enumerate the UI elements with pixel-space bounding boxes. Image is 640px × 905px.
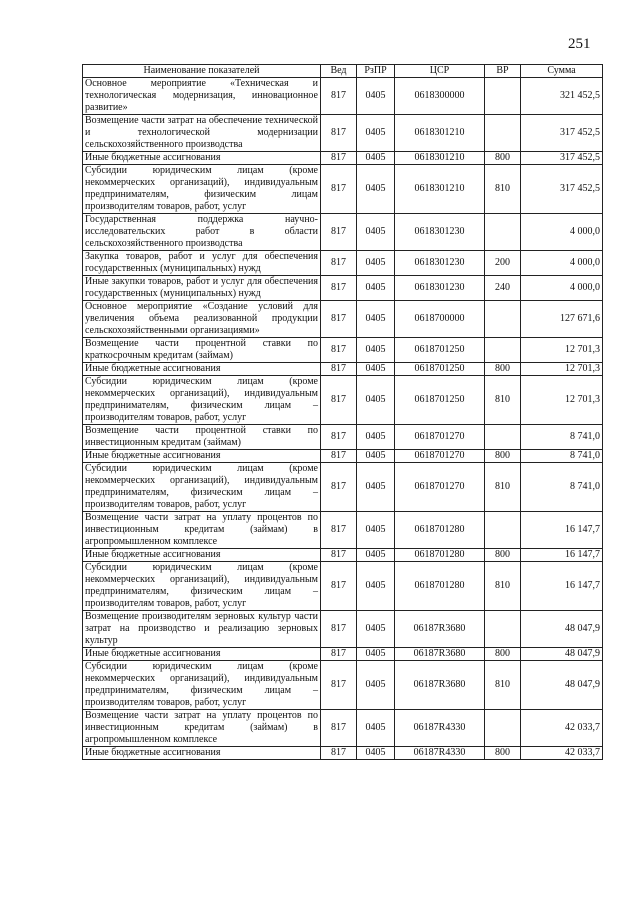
cell-csr: 0618301210 [395, 165, 485, 214]
cell-name: Иные бюджетные ассигнования [83, 152, 321, 165]
cell-vr: 810 [485, 562, 521, 611]
cell-vr [485, 710, 521, 747]
cell-vr [485, 115, 521, 152]
cell-rzpr: 0405 [357, 450, 395, 463]
cell-rzpr: 0405 [357, 338, 395, 363]
cell-name: Иные бюджетные ассигнования [83, 450, 321, 463]
cell-csr: 0618701280 [395, 512, 485, 549]
cell-csr: 0618701270 [395, 425, 485, 450]
table-row [83, 78, 603, 115]
cell-csr: 0618701250 [395, 338, 485, 363]
table-row [83, 214, 603, 251]
cell-ved: 817 [321, 115, 357, 152]
cell-vr [485, 338, 521, 363]
cell-name: Государственная поддержка научно-исследовательских работ в области сельскохозяйственного производства [83, 214, 321, 251]
cell-ved: 817 [321, 463, 357, 512]
cell-name: Иные бюджетные ассигнования [83, 549, 321, 562]
cell-name: Возмещение части процентной ставки по инвестиционным кредитам (займам) [83, 425, 321, 450]
cell-vr: 810 [485, 661, 521, 710]
table-row [83, 251, 603, 276]
cell-sum: 48 047,9 [521, 648, 603, 661]
cell-name: Возмещение части затрат на обеспечение технической и технологической модернизации сельскохозяйственного производства [83, 115, 321, 152]
cell-sum: 317 452,5 [521, 165, 603, 214]
cell-sum: 317 452,5 [521, 152, 603, 165]
cell-name: Иные бюджетные ассигнования [83, 648, 321, 661]
cell-csr: 06187R3680 [395, 661, 485, 710]
header-csr: ЦСР [395, 65, 485, 78]
cell-vr [485, 78, 521, 115]
cell-csr: 0618301230 [395, 251, 485, 276]
cell-sum: 4 000,0 [521, 251, 603, 276]
cell-ved: 817 [321, 549, 357, 562]
cell-ved: 817 [321, 648, 357, 661]
budget-table [82, 64, 603, 760]
table-row [83, 562, 603, 611]
table-row [83, 152, 603, 165]
cell-csr: 0618301210 [395, 115, 485, 152]
cell-sum: 321 452,5 [521, 78, 603, 115]
cell-vr: 810 [485, 376, 521, 425]
cell-csr: 0618701280 [395, 549, 485, 562]
cell-sum: 317 452,5 [521, 115, 603, 152]
cell-csr: 0618300000 [395, 78, 485, 115]
table-row [83, 747, 603, 760]
cell-rzpr: 0405 [357, 363, 395, 376]
cell-csr: 0618301210 [395, 152, 485, 165]
header-rzpr: РзПР [357, 65, 395, 78]
cell-sum: 48 047,9 [521, 611, 603, 648]
header-sum: Сумма [521, 65, 603, 78]
cell-csr: 0618301230 [395, 276, 485, 301]
cell-rzpr: 0405 [357, 165, 395, 214]
cell-name: Возмещение части затрат на уплату процентов по инвестиционным кредитам (займам) в агропромышленном комплексе [83, 512, 321, 549]
cell-rzpr: 0405 [357, 251, 395, 276]
cell-name: Основное мероприятие «Создание условий для увеличения объема реализованной продукции сельскохозяйственными организациями» [83, 301, 321, 338]
table-row [83, 165, 603, 214]
cell-name: Субсидии юридическим лицам (кроме некоммерческих организаций), индивидуальным предпринимателям, физическим лицам – производителям товаров, работ, услуг [83, 661, 321, 710]
cell-rzpr: 0405 [357, 648, 395, 661]
cell-ved: 817 [321, 214, 357, 251]
cell-sum: 16 147,7 [521, 512, 603, 549]
cell-rzpr: 0405 [357, 710, 395, 747]
table-row [83, 450, 603, 463]
cell-csr: 0618701280 [395, 562, 485, 611]
cell-ved: 817 [321, 276, 357, 301]
cell-csr: 0618701270 [395, 463, 485, 512]
cell-vr: 800 [485, 152, 521, 165]
table-row [83, 549, 603, 562]
cell-name: Иные бюджетные ассигнования [83, 363, 321, 376]
cell-vr [485, 611, 521, 648]
cell-name: Возмещение части процентной ставки по краткосрочным кредитам (займам) [83, 338, 321, 363]
cell-ved: 817 [321, 710, 357, 747]
cell-rzpr: 0405 [357, 214, 395, 251]
cell-name: Иные бюджетные ассигнования [83, 747, 321, 760]
cell-vr: 200 [485, 251, 521, 276]
cell-ved: 817 [321, 363, 357, 376]
header-vr: ВР [485, 65, 521, 78]
cell-vr [485, 214, 521, 251]
cell-vr: 810 [485, 463, 521, 512]
header-name: Наименование показателей [83, 65, 321, 78]
cell-csr: 06187R3680 [395, 611, 485, 648]
table-row [83, 276, 603, 301]
cell-vr [485, 512, 521, 549]
cell-rzpr: 0405 [357, 661, 395, 710]
cell-name: Возмещение части затрат на уплату процентов по инвестиционным кредитам (займам) в агропромышленном комплексе [83, 710, 321, 747]
cell-sum: 42 033,7 [521, 710, 603, 747]
cell-sum: 8 741,0 [521, 425, 603, 450]
table-row [83, 363, 603, 376]
cell-rzpr: 0405 [357, 115, 395, 152]
table-row [83, 611, 603, 648]
cell-name: Субсидии юридическим лицам (кроме некоммерческих организаций), индивидуальным предпринимателям, физическим лицам – производителям товаров, работ, услуг [83, 376, 321, 425]
page-number: 251 [568, 36, 591, 52]
cell-csr: 0618701250 [395, 363, 485, 376]
cell-csr: 06187R4330 [395, 710, 485, 747]
cell-ved: 817 [321, 152, 357, 165]
cell-vr: 800 [485, 549, 521, 562]
table-body [83, 78, 603, 760]
cell-rzpr: 0405 [357, 78, 395, 115]
table-row [83, 425, 603, 450]
cell-sum: 42 033,7 [521, 747, 603, 760]
cell-sum: 4 000,0 [521, 276, 603, 301]
table-row [83, 301, 603, 338]
cell-rzpr: 0405 [357, 425, 395, 450]
cell-vr [485, 301, 521, 338]
table-row [83, 512, 603, 549]
cell-sum: 4 000,0 [521, 214, 603, 251]
cell-ved: 817 [321, 450, 357, 463]
header-row [83, 65, 603, 78]
cell-sum: 127 671,6 [521, 301, 603, 338]
cell-ved: 817 [321, 376, 357, 425]
cell-csr: 0618701250 [395, 376, 485, 425]
cell-csr: 0618701270 [395, 450, 485, 463]
table-header [83, 65, 603, 78]
cell-rzpr: 0405 [357, 549, 395, 562]
cell-vr: 800 [485, 363, 521, 376]
cell-rzpr: 0405 [357, 376, 395, 425]
cell-csr: 06187R3680 [395, 648, 485, 661]
cell-rzpr: 0405 [357, 747, 395, 760]
cell-ved: 817 [321, 251, 357, 276]
cell-sum: 48 047,9 [521, 661, 603, 710]
cell-ved: 817 [321, 165, 357, 214]
cell-name: Возмещение производителям зерновых культур части затрат на производство и реализацию зерновых культур [83, 611, 321, 648]
cell-csr: 0618700000 [395, 301, 485, 338]
table-row [83, 710, 603, 747]
cell-ved: 817 [321, 611, 357, 648]
cell-rzpr: 0405 [357, 152, 395, 165]
cell-csr: 0618301230 [395, 214, 485, 251]
cell-vr: 810 [485, 165, 521, 214]
cell-vr: 800 [485, 747, 521, 760]
cell-name: Закупка товаров, работ и услуг для обеспечения государственных (муниципальных) нужд [83, 251, 321, 276]
cell-rzpr: 0405 [357, 301, 395, 338]
cell-ved: 817 [321, 512, 357, 549]
cell-sum: 16 147,7 [521, 549, 603, 562]
cell-ved: 817 [321, 338, 357, 363]
cell-sum: 12 701,3 [521, 376, 603, 425]
cell-sum: 16 147,7 [521, 562, 603, 611]
cell-rzpr: 0405 [357, 512, 395, 549]
cell-rzpr: 0405 [357, 276, 395, 301]
cell-rzpr: 0405 [357, 463, 395, 512]
table-row [83, 376, 603, 425]
cell-rzpr: 0405 [357, 611, 395, 648]
cell-vr [485, 425, 521, 450]
table-row [83, 661, 603, 710]
cell-name: Субсидии юридическим лицам (кроме некоммерческих организаций), индивидуальным предпринимателям, физическим лицам – производителям товаров, работ, услуг [83, 463, 321, 512]
cell-ved: 817 [321, 562, 357, 611]
cell-rzpr: 0405 [357, 562, 395, 611]
cell-ved: 817 [321, 78, 357, 115]
cell-csr: 06187R4330 [395, 747, 485, 760]
table-row [83, 338, 603, 363]
cell-sum: 8 741,0 [521, 463, 603, 512]
cell-name: Основное мероприятие «Техническая и технологическая модернизация, инновационное развитие» [83, 78, 321, 115]
cell-ved: 817 [321, 747, 357, 760]
cell-sum: 12 701,3 [521, 338, 603, 363]
header-ved: Вед [321, 65, 357, 78]
cell-vr: 240 [485, 276, 521, 301]
cell-ved: 817 [321, 661, 357, 710]
cell-sum: 8 741,0 [521, 450, 603, 463]
cell-vr: 800 [485, 450, 521, 463]
cell-ved: 817 [321, 301, 357, 338]
cell-name: Субсидии юридическим лицам (кроме некоммерческих организаций), индивидуальным предпринимателям, физическим лицам – производителям товаров, работ, услуг [83, 562, 321, 611]
table-row [83, 463, 603, 512]
cell-sum: 12 701,3 [521, 363, 603, 376]
cell-vr: 800 [485, 648, 521, 661]
cell-ved: 817 [321, 425, 357, 450]
cell-name: Субсидии юридическим лицам (кроме некоммерческих организаций), индивидуальным предпринимателям, физическим лицам производителям товаров, работ, услуг [83, 165, 321, 214]
table-row [83, 648, 603, 661]
table-row [83, 115, 603, 152]
cell-name: Иные закупки товаров, работ и услуг для обеспечения государственных (муниципальных) нужд [83, 276, 321, 301]
